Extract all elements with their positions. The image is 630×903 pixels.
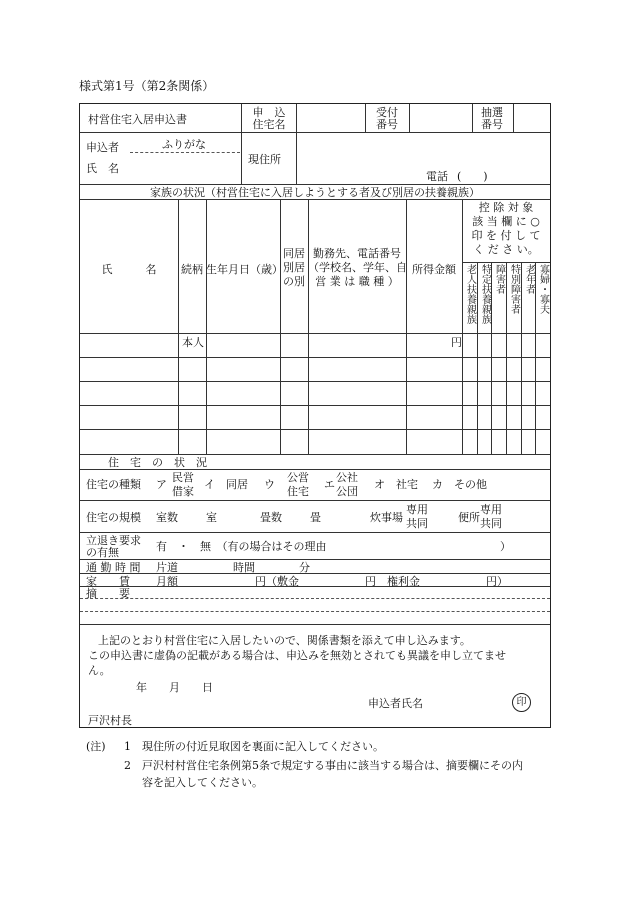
dashed-line	[80, 611, 550, 612]
col-birth-header: 生年月日（歳）	[206, 263, 283, 276]
row-line	[80, 469, 550, 470]
col-line	[506, 262, 507, 454]
housing-opt-u-l2: 住宅	[287, 485, 309, 498]
row1-relation: 本人	[182, 336, 204, 349]
deduct-l2: 該 当 欄 に ○	[472, 215, 540, 228]
family-row4-name-field[interactable]	[82, 407, 176, 427]
kitchen-exclusive[interactable]: 専用	[406, 503, 428, 516]
tatami-label: 畳数	[260, 511, 282, 524]
form-title: 村営住宅入居申込書	[88, 113, 187, 126]
lottery-number-field[interactable]	[516, 106, 548, 130]
col-work-l3: 営 業 は 職 種 ）	[315, 275, 399, 288]
kitchen-label: 炊事場	[370, 511, 403, 524]
housing-scale-label: 住宅の規模	[86, 511, 141, 524]
lottery-label-l1: 抽選	[481, 106, 503, 119]
divider	[472, 104, 473, 132]
housing-opt-u[interactable]: ウ	[264, 478, 275, 491]
col-line	[178, 199, 179, 454]
note2-number: 2	[124, 759, 131, 772]
col-income-header: 所得金額	[412, 263, 456, 276]
kitchen-shared[interactable]: 共同	[406, 517, 428, 530]
col-cohab-l2: 別居	[283, 261, 305, 274]
address-label: 現住所	[248, 153, 281, 166]
col-cohab-l1: 同居	[283, 247, 305, 260]
sub-special-disabled: 特別障害者	[508, 264, 520, 314]
divider	[296, 132, 297, 184]
housing-opt-e-l1: 公社	[336, 471, 358, 484]
col-cohab-l3: の別	[283, 275, 305, 288]
housing-opt-i[interactable]: イ 同居	[204, 478, 248, 491]
application-form	[79, 103, 551, 728]
divider	[409, 104, 410, 132]
notes-label: (注)	[86, 740, 106, 753]
commute-text[interactable]: 片道 時間 分	[156, 561, 310, 574]
apply-house-label-l1: 申 込	[252, 106, 286, 119]
declaration-line2: この申込書に虚偽の記載がある場合は、申込みを無効とされても異議を申し立てませ	[88, 649, 506, 662]
row-line	[80, 199, 550, 200]
col-line	[477, 262, 478, 454]
sub-widow: 寡婦・寡夫	[537, 264, 549, 314]
row-line	[80, 573, 550, 574]
row-line	[80, 132, 550, 133]
divider	[513, 104, 514, 132]
family-section-title: 家族の状況（村営住宅に入居しようとする者及び別居の扶養親族）	[150, 186, 480, 199]
applicant-name-field[interactable]	[132, 156, 238, 180]
table-row	[80, 405, 550, 406]
housing-opt-e[interactable]: エ	[324, 478, 335, 491]
sub-elderly-dependent: 老人扶養親族	[464, 264, 476, 324]
divider	[296, 104, 297, 132]
row-line	[80, 333, 550, 334]
toilet-exclusive[interactable]: 専用	[480, 503, 502, 516]
col-work-l1: 勤務先、電話番号	[313, 247, 401, 260]
recipient: 戸沢村長	[88, 714, 132, 727]
row-line	[80, 559, 550, 560]
divider	[241, 104, 242, 132]
col-line	[206, 199, 207, 454]
table-row	[80, 357, 550, 358]
col-line	[308, 199, 309, 454]
col-work-l2: （学校名、学年、自	[308, 261, 407, 274]
phone-label: 電話	[426, 170, 448, 183]
applicant-label-l2: 氏 名	[86, 162, 119, 175]
housing-opt-e-l2: 公団	[336, 485, 358, 498]
col-line	[535, 262, 536, 454]
rent-text[interactable]: 月額 円（敷金 円 権利金 円）	[156, 575, 508, 588]
declaration-line3: ん。	[88, 664, 111, 677]
deduct-l3: 印 を 付 し て	[471, 229, 541, 242]
row-line	[80, 454, 550, 455]
lottery-label-l2: 番号	[481, 118, 503, 131]
eviction-label-l1: 立退き要求	[86, 534, 141, 547]
commute-label: 通 勤 時 間	[86, 561, 141, 574]
col-line	[491, 262, 492, 454]
row-line	[80, 184, 550, 185]
receipt-label-l1: 受付	[376, 106, 398, 119]
row-line	[80, 532, 550, 533]
note2-text-l2: 容を記入してください。	[142, 776, 263, 789]
housing-opt-o[interactable]: オ 社宅	[374, 478, 418, 491]
family-row5-name-field[interactable]	[82, 431, 176, 451]
family-row3-name-field[interactable]	[82, 383, 176, 403]
eviction-close: ）	[500, 540, 511, 553]
applicant-label-l1: 申込者	[86, 141, 119, 154]
table-row	[80, 429, 550, 430]
note1-text: 現住所の付近見取図を裏面に記入してください。	[142, 740, 384, 753]
divider	[241, 132, 242, 184]
housing-opt-a-l2: 借家	[172, 485, 194, 498]
furigana-dashed-line	[130, 152, 240, 153]
sub-disabled: 障害者	[493, 264, 505, 294]
dashed-line	[80, 598, 550, 599]
remarks-field[interactable]	[156, 588, 546, 620]
col-line	[280, 199, 281, 454]
row1-yen: 円	[451, 336, 462, 349]
housing-type-label: 住宅の種類	[86, 478, 141, 491]
sub-special-dependent: 特定扶養親族	[479, 264, 491, 324]
apply-house-label-l2: 住宅名	[252, 118, 286, 131]
family-row2-name-field[interactable]	[82, 359, 176, 379]
housing-opt-u-l1: 公営	[287, 471, 309, 484]
deduct-l4: く だ さ い。	[473, 243, 539, 256]
form-id: 様式第1号（第2条関係）	[79, 79, 215, 93]
receipt-label-l2: 番号	[376, 118, 398, 131]
declaration-line1: 上記のとおり村営住宅に入居したいので、関係書類を添えて申し込みます。	[98, 634, 471, 647]
row-line	[80, 586, 550, 587]
room-unit: 室	[206, 511, 217, 524]
housing-opt-ka[interactable]: カ その他	[432, 478, 487, 491]
tatami-unit: 畳	[310, 511, 321, 524]
note2-text-l1: 戸沢村村営住宅条例第5条で規定する事由に該当する場合は、摘要欄にその内	[142, 759, 523, 772]
furigana-label: ふりがな	[162, 138, 206, 151]
col-name-header: 氏 名	[101, 263, 157, 276]
rooms-label: 室数	[156, 511, 178, 524]
row-line	[80, 500, 550, 501]
housing-opt-a[interactable]: ア	[156, 478, 167, 491]
sub-elderly: 老年者	[523, 264, 535, 294]
receipt-number-field[interactable]	[413, 106, 469, 130]
col-line	[521, 262, 522, 454]
rent-label: 家 賃	[86, 575, 130, 588]
table-row	[80, 381, 550, 382]
address-field[interactable]	[302, 136, 542, 166]
house-name-field[interactable]	[302, 106, 362, 130]
family-row1-name-field[interactable]	[82, 335, 176, 355]
deduct-l1: 控 除 対 象	[478, 201, 534, 214]
note1-number: 1	[124, 740, 131, 753]
signature-label: 申込者氏名	[368, 697, 423, 710]
divider	[365, 104, 366, 132]
declaration-date[interactable]: 年 月 日	[136, 681, 213, 694]
phone-parens[interactable]: ( )	[457, 170, 488, 183]
row-line	[80, 624, 550, 625]
toilet-label: 便所	[458, 511, 480, 524]
seal-mark: 印	[512, 693, 531, 712]
remarks-label: 摘 要	[86, 587, 130, 600]
housing-section-title: 住 宅 の 状 況	[108, 456, 207, 469]
col-line	[406, 199, 407, 454]
toilet-shared[interactable]: 共同	[480, 517, 502, 530]
eviction-label-l2: の有無	[86, 546, 119, 559]
eviction-options[interactable]: 有 ・ 無 （有の場合はその理由	[156, 540, 327, 553]
row-line	[462, 262, 550, 263]
col-relation-header: 続柄	[181, 263, 203, 276]
housing-opt-a-l1: 民営	[172, 471, 194, 484]
